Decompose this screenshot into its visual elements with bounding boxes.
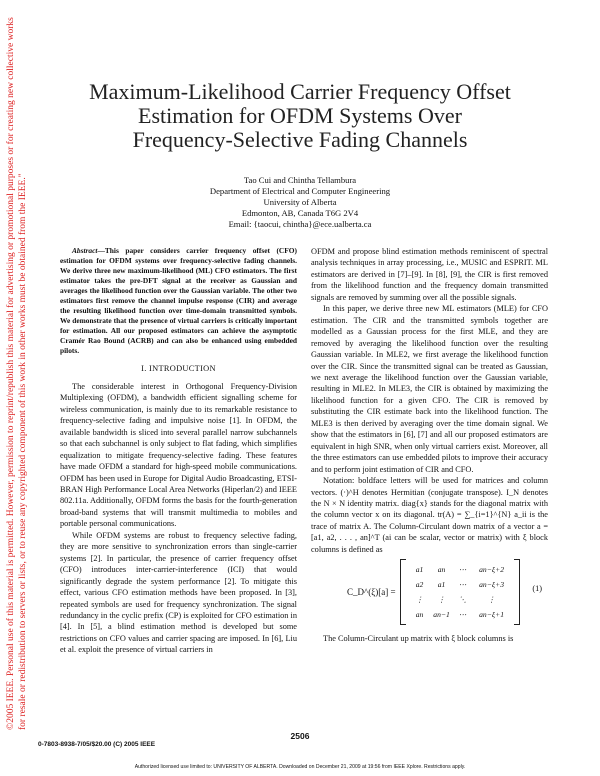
page-number: 2506: [290, 731, 310, 741]
author-email: Email: {taocui, chintha}@ece.ualberta.ca: [228, 219, 372, 229]
matrix-cell: an−ξ+1: [479, 610, 504, 619]
matrix-cell: a1: [415, 565, 424, 574]
paper-title: [60, 80, 540, 152]
title-line-2: Estimation for OFDM Systems Over: [138, 103, 462, 128]
intro-paragraph-2: While OFDM systems are robust to frequency selective fading, they are more sensitive to synchronization errors than single-carrier systems [2]. In particular, the presence of carrier frequency offset (CFO) introduces inter-carrier-interference (ICI) that would significantly degrade the system performance [2]. To mitigate this effect, various CFO estimation methods have been proposed. In [3], repeated symbols are used for frequency synchronization. The signal redundancy in the cyclic prefix (CP) is exploited for CFO estimation in [4]. In [5], a blind estimation method is developed but some restrictions on CFO values and carrier spacing are imposed. In [6], Liu et al. exploit the presence of virtual carriers in: [60, 530, 297, 655]
matrix-cell: ⋮: [437, 595, 446, 604]
matrix-cell: ⋯: [458, 610, 467, 619]
right-last-line: The Column-Circulant up matrix with ξ block columns is: [323, 634, 514, 644]
matrix-cell: an−ξ+2: [479, 565, 504, 574]
circulant-matrix: [347, 559, 520, 625]
matrix-cell: a1: [437, 580, 446, 589]
author-address: Edmonton, AB, Canada T6G 2V4: [241, 208, 359, 218]
author-university: University of Alberta: [263, 197, 337, 207]
author-department: Department of Electrical and Computer Engineering: [209, 186, 391, 196]
title-line-3: Frequency-Selective Fading Channels: [132, 127, 468, 152]
matrix-cell: ⋱: [458, 595, 467, 604]
equation-number: (1): [532, 584, 542, 594]
matrix-cell: an−ξ+3: [479, 580, 504, 589]
matrix-cell: a2: [415, 580, 424, 589]
abstract-label: Abstract: [72, 246, 98, 255]
right-paragraph-1: OFDM and propose blind estimation methods reminiscent of spectral analysis techniques in array processing, i.e., MUSIC and ESPRIT. ML estimators are derived in [7]–[9]. In [8], [9], the CIR is first removed from the likelihood function and the frequency domain transmitted signals are removed by summing over all the possible signals.: [311, 247, 548, 302]
right-paragraph-2: In this paper, we derive three new ML estimators (MLE) for CFO estimation. The CIR and the transmitted symbols together are modelled as a Gaussian process for the first MLE, and they are removed by averaging the likelihood function over the resulting Gaussian variable. In MLE2, we first average the likelihood function over the CIR. Since the transmitted signal can be treated as Gaussian, we next average the likelihood function over the Gaussian variable, resulting in MLE2. In MLE3, the CIR is obtained by maximizing the likelihood function for a given CFO. The CIR is removed by substituting the CIR estimate back into the likelihood function. The MLE3 is then derived by averaging over the time domain signal. We show that the estimators in [6], [7] and all our proposed estimators are equivalent in high SNR, when only virtual carriers exist. Moreover, all the three estimators can use embedded pilots to improve their accuracy and to perform joint estimation of CIR and CFO.: [311, 304, 548, 474]
intro-paragraph-1: The considerable interest in Orthogonal Frequency-Division Multiplexing (OFDM), a bandwidth efficient signalling scheme for wireless communication, is mainly due to its remarkable resistance to frequency-selective fading and impulsive noise [1]. In OFDM, the available bandwidth is sliced into several parallel narrow subchannels so that each subchannel is only subject to flat fading, which simplifies equalization to mitigate frequency-selective fading. These features have made OFDM a standard for high-speed mobile communications. OFDM has been used in Europe for Digital Audio Broadcasting, ETSI-BRAN High Performance Local Area Networks (Hiperlan/2) and IEEE 802.11a. Additionally, OFDM forms the basis for the fourth-generation broad-band systems that will transmit multimedia to mobiles and portable personal communications.: [60, 381, 297, 529]
matrix-grid: [406, 562, 514, 622]
matrix-cell: an: [437, 565, 446, 574]
notation-paragraph: Notation: boldface letters will be used for matrices and column vectors. (·)^H denotes Hermitian (conjugate transpose). I_N denotes the N × N identity matrix. diag{x} stands for the diagonal matrix with the column vector x on its diagonal. tr(A) = ∑_{i=1}^{N} a_ii is the trace of matrix A. The Column-Circulant down matrix of a vector a = [a1, a2, . . . , an]^T (ai can be scalar, vector or matrix) with ξ block columns is defined as: [311, 476, 548, 554]
matrix-cell: ⋯: [458, 565, 467, 574]
authorization-notice: Authorized licensed use limited to: UNIVERSITY OF ALBERTA. Downloaded on December 21, 2009 at 19:56 from IEEE Xplore. Restrictions apply.: [134, 764, 466, 770]
author-block: [120, 175, 480, 230]
right-column: [311, 246, 548, 645]
matrix-cell: ⋮: [415, 595, 424, 604]
matrix-cell: ⋮: [487, 595, 496, 604]
abstract: [60, 246, 297, 355]
isbn-line: 0-7803-8938-7/05/$20.00 (C) 2005 IEEE: [38, 741, 156, 748]
abstract-text: —This paper considers carrier frequency offset (CFO) estimation for OFDM systems over frequency-selective fading channels. We derive three new maximum-likelihood (ML) CFO estimators. The first estimator takes the pre-DFT signal at the receiver as Gaussian and averages the likelihood function over the Gaussian variable. The other two estimators first remove the channel impulse response (CIR) and average the resulting likelihood function over time-domain transmitted symbols. We demonstrate that the presence of virtual carriers is critically important for estimation. All our proposed estimators can achieve the asymptotic Cramér Rao Bound (ACRB) and can also be enhanced using embedded pilots.: [60, 246, 297, 355]
left-column: [60, 246, 297, 656]
matrix-cell: an−1: [433, 610, 450, 619]
equation-1: [311, 559, 548, 629]
equation-label: C_D^(ξ)[a] =: [347, 586, 396, 597]
matrix-cell: an: [415, 610, 424, 619]
copyright-notice: ©2005 IEEE. Personal use of this material is permitted. However, permission to reprint/republish this material for advertising or promotional purposes or for creating new collective works for resale or redistribution to servers or lists, or to reuse any copyrighted component of this work in other works must be obtained from the IEEE.": [6, 17, 28, 730]
copyright-sidebar: [4, 10, 30, 730]
matrix-cell: ⋯: [458, 580, 467, 589]
section-heading: I. INTRODUCTION: [141, 364, 216, 374]
right-bracket: [514, 559, 520, 625]
title-line-1: Maximum-Likelihood Carrier Frequency Offset: [89, 79, 511, 104]
author-names: Tao Cui and Chintha Tellambura: [243, 175, 357, 185]
